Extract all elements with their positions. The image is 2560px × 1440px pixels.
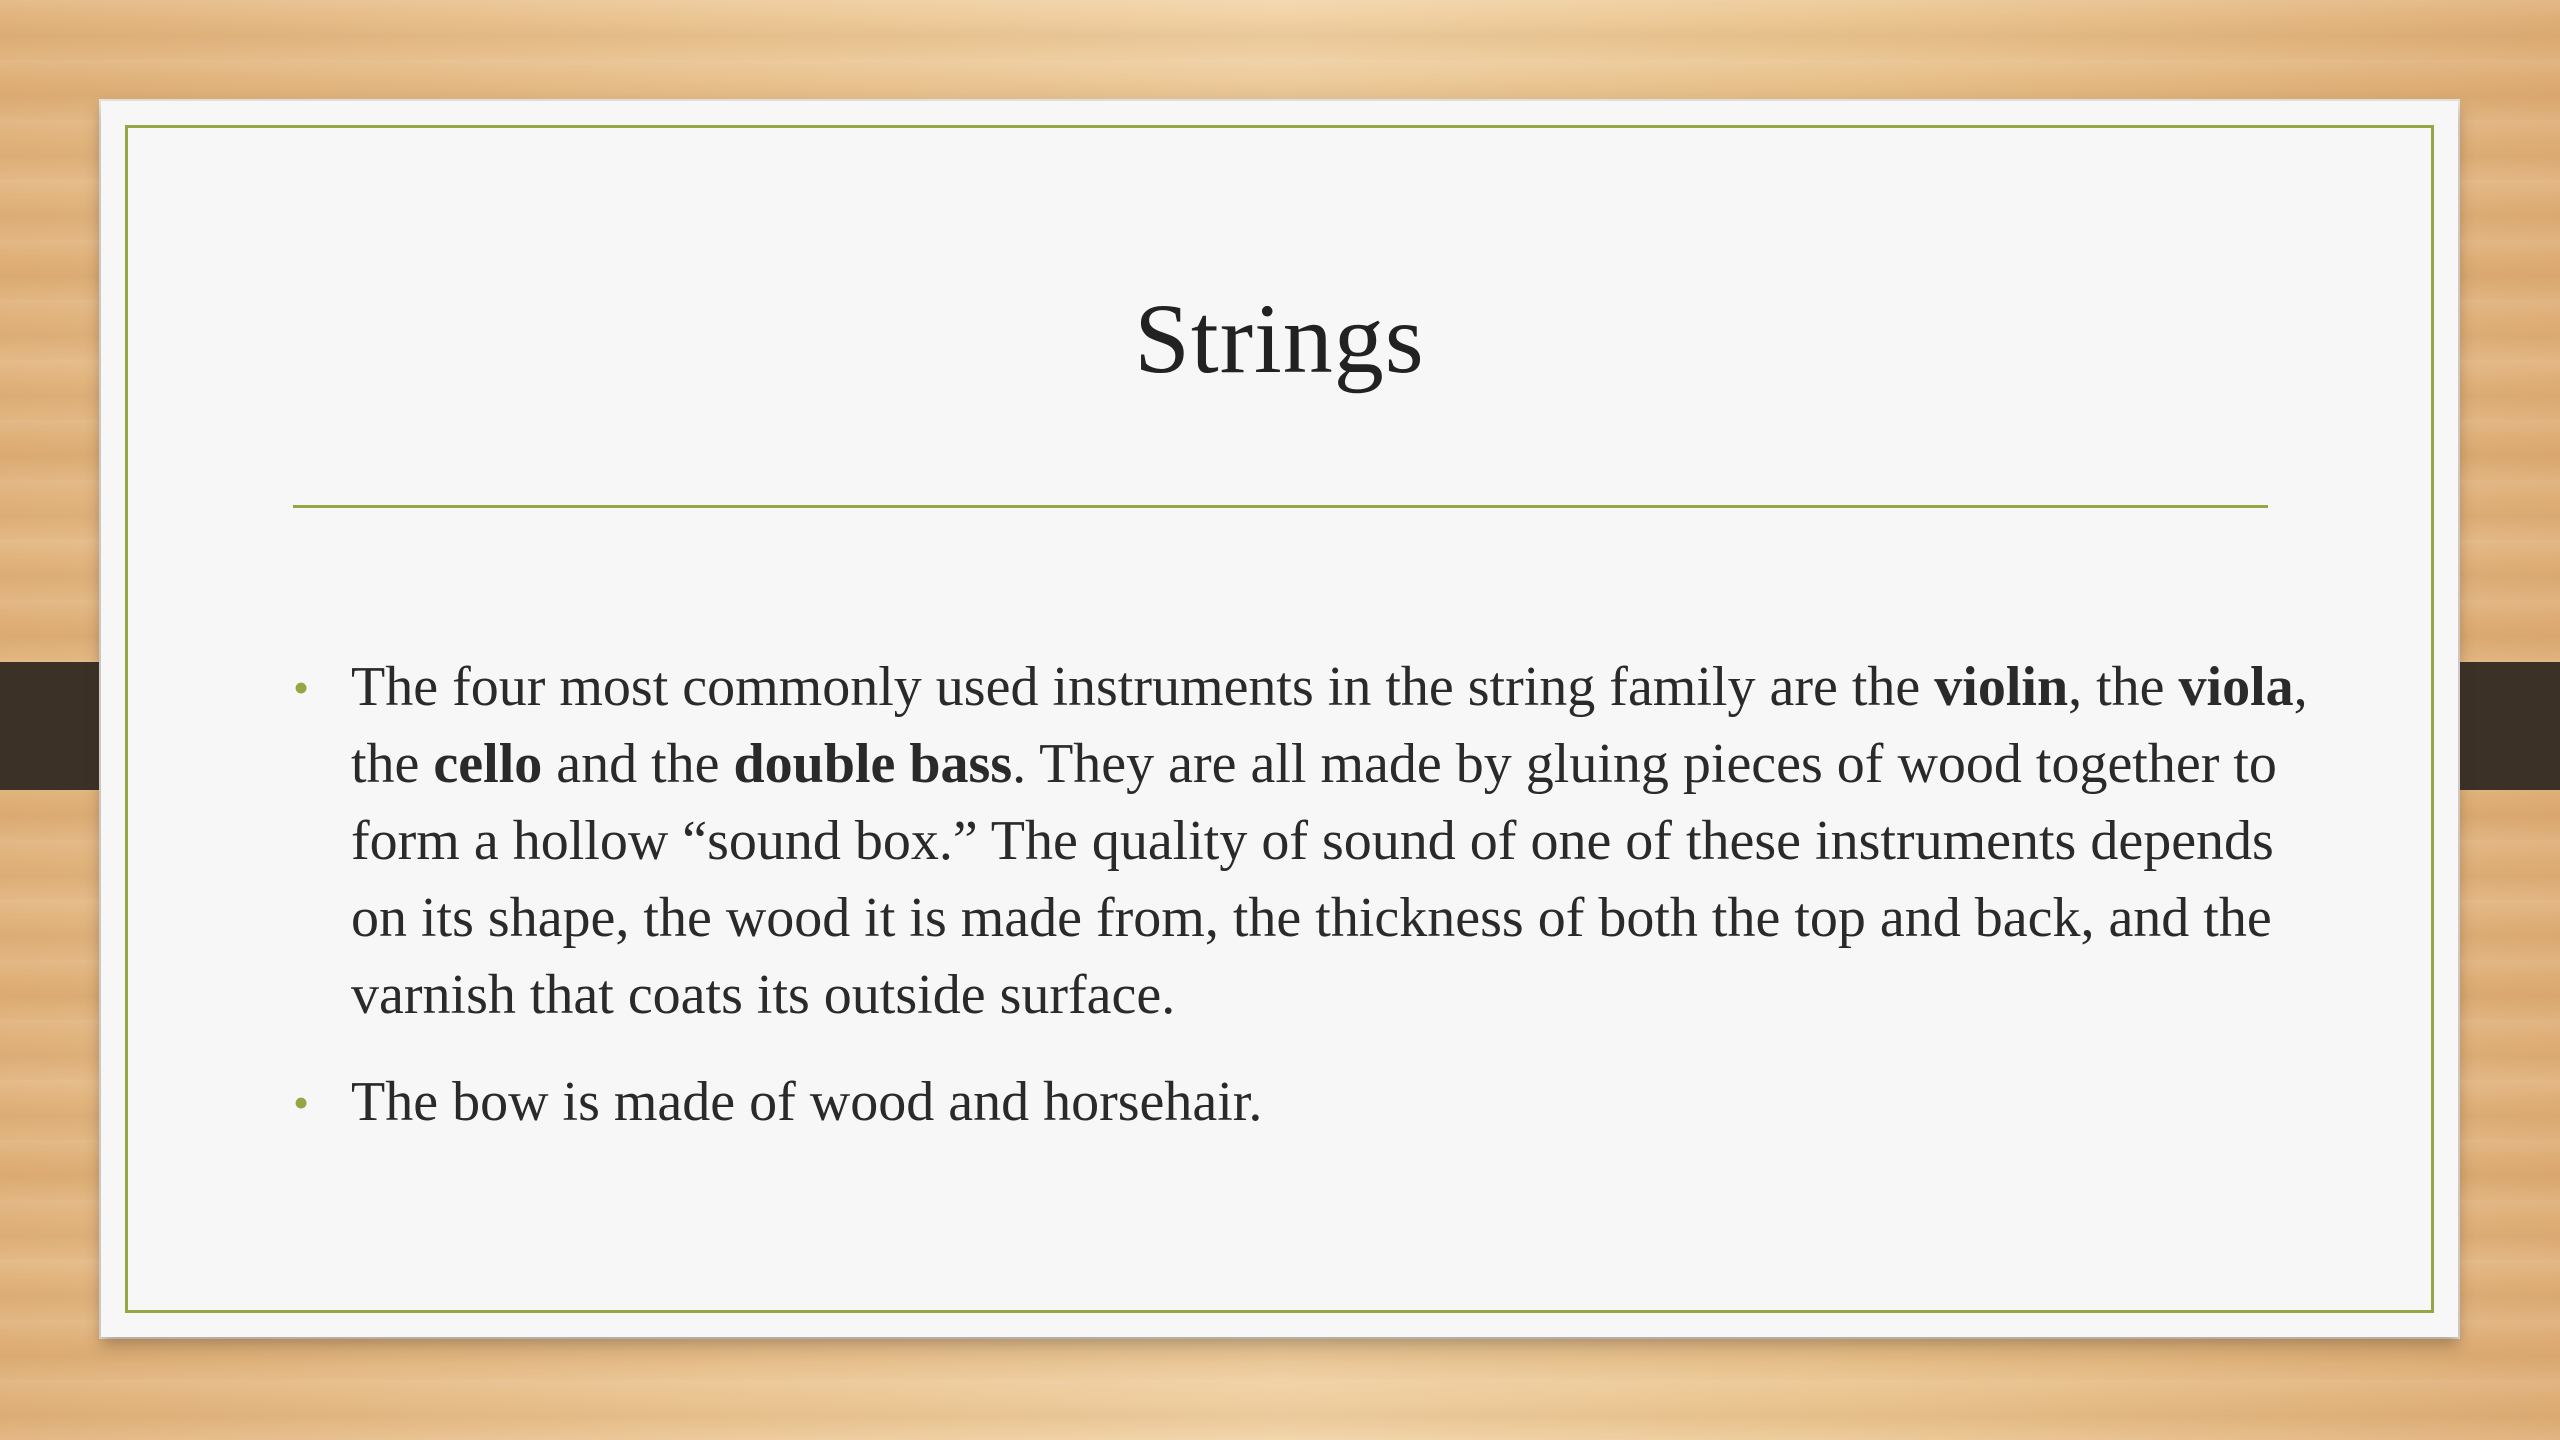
bullet-item	[293, 1064, 2313, 1141]
left-clip	[0, 662, 101, 790]
bullet-text: The four most commonly used instruments in the string family are the violin, the viola, the cello and the double bass. They are all made by gluing pieces of wood together to form a hollow “sound box.” The quality of sound of one of these instruments depends on its shape, the wood it is made from, the thickness of both the top and back, and the varnish that coats its outside surface.	[351, 656, 2308, 1026]
slide-card	[101, 101, 2458, 1337]
bullet-icon: •	[293, 662, 310, 713]
term-violin: violin	[1934, 656, 2069, 718]
slide-body	[293, 649, 2313, 1171]
bullet-text: The bow is made of wood and horsehair.	[351, 1071, 1263, 1133]
bullet-icon: •	[293, 1077, 310, 1128]
bullet-item	[293, 649, 2313, 1034]
slide-title: Strings	[1134, 283, 1425, 394]
term-double-bass: double bass	[733, 733, 1013, 795]
term-cello: cello	[433, 733, 543, 795]
right-clip	[2458, 662, 2560, 790]
term-viola: viola	[2178, 656, 2294, 718]
title-divider	[293, 505, 2268, 508]
